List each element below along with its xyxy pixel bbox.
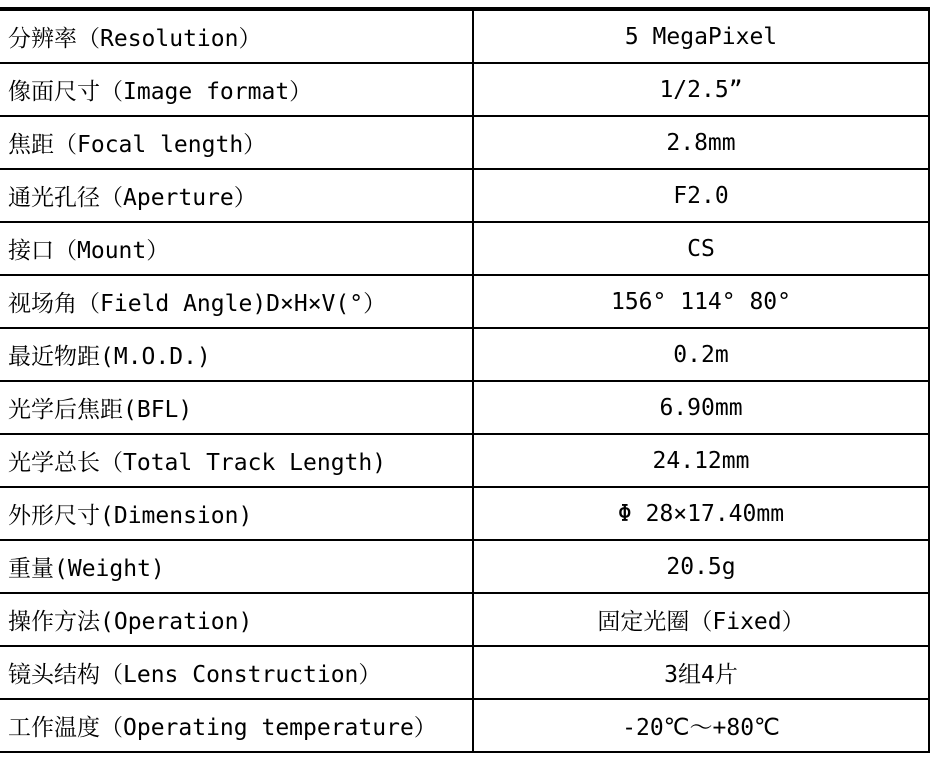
spec-row-dimension: [0, 487, 929, 540]
spec-value: 固定光圈（Fixed）: [473, 593, 929, 646]
spec-label: 外形尺寸(Dimension): [0, 487, 473, 540]
spec-label: 通光孔径（Aperture）: [0, 169, 473, 222]
spec-label: 工作温度（Operating temperature）: [0, 699, 473, 752]
spec-row-mount: [0, 222, 929, 275]
spec-value: 156° 114° 80°: [473, 275, 929, 328]
spec-value: 3组4片: [473, 646, 929, 699]
spec-row-image-format: [0, 63, 929, 116]
spec-label: 最近物距(M.O.D.): [0, 328, 473, 381]
spec-label: 接口（Mount）: [0, 222, 473, 275]
spec-label: 光学后焦距(BFL): [0, 381, 473, 434]
spec-label: 操作方法(Operation): [0, 593, 473, 646]
spec-value: Φ 28×17.40mm: [473, 487, 929, 540]
spec-row-weight: [0, 540, 929, 593]
spec-label: 镜头结构（Lens Construction）: [0, 646, 473, 699]
lens-spec-table: [0, 7, 930, 753]
spec-value: F2.0: [473, 169, 929, 222]
spec-value: CS: [473, 222, 929, 275]
spec-row-mod: [0, 328, 929, 381]
spec-value: -20℃～+80℃: [473, 699, 929, 752]
spec-row-focal-length: [0, 116, 929, 169]
spec-value: 2.8mm: [473, 116, 929, 169]
spec-value: 6.90mm: [473, 381, 929, 434]
spec-label: 光学总长（Total Track Length): [0, 434, 473, 487]
spec-row-aperture: [0, 169, 929, 222]
spec-value: 1/2.5”: [473, 63, 929, 116]
spec-label: 视场角（Field Angle)D×H×V(°）: [0, 275, 473, 328]
spec-label: 焦距（Focal length）: [0, 116, 473, 169]
spec-row-bfl: [0, 381, 929, 434]
spec-value: 20.5g: [473, 540, 929, 593]
spec-row-operation: [0, 593, 929, 646]
spec-row-field-angle: [0, 275, 929, 328]
spec-value: 24.12mm: [473, 434, 929, 487]
spec-label: 像面尺寸（Image format）: [0, 63, 473, 116]
spec-value: 0.2m: [473, 328, 929, 381]
spec-label: 重量(Weight): [0, 540, 473, 593]
spec-value: 5 MegaPixel: [473, 9, 929, 63]
spec-row-resolution: [0, 9, 929, 63]
spec-row-total-track-length: [0, 434, 929, 487]
spec-row-operating-temperature: [0, 699, 929, 752]
spec-row-lens-construction: [0, 646, 929, 699]
spec-label: 分辨率（Resolution）: [0, 9, 473, 63]
